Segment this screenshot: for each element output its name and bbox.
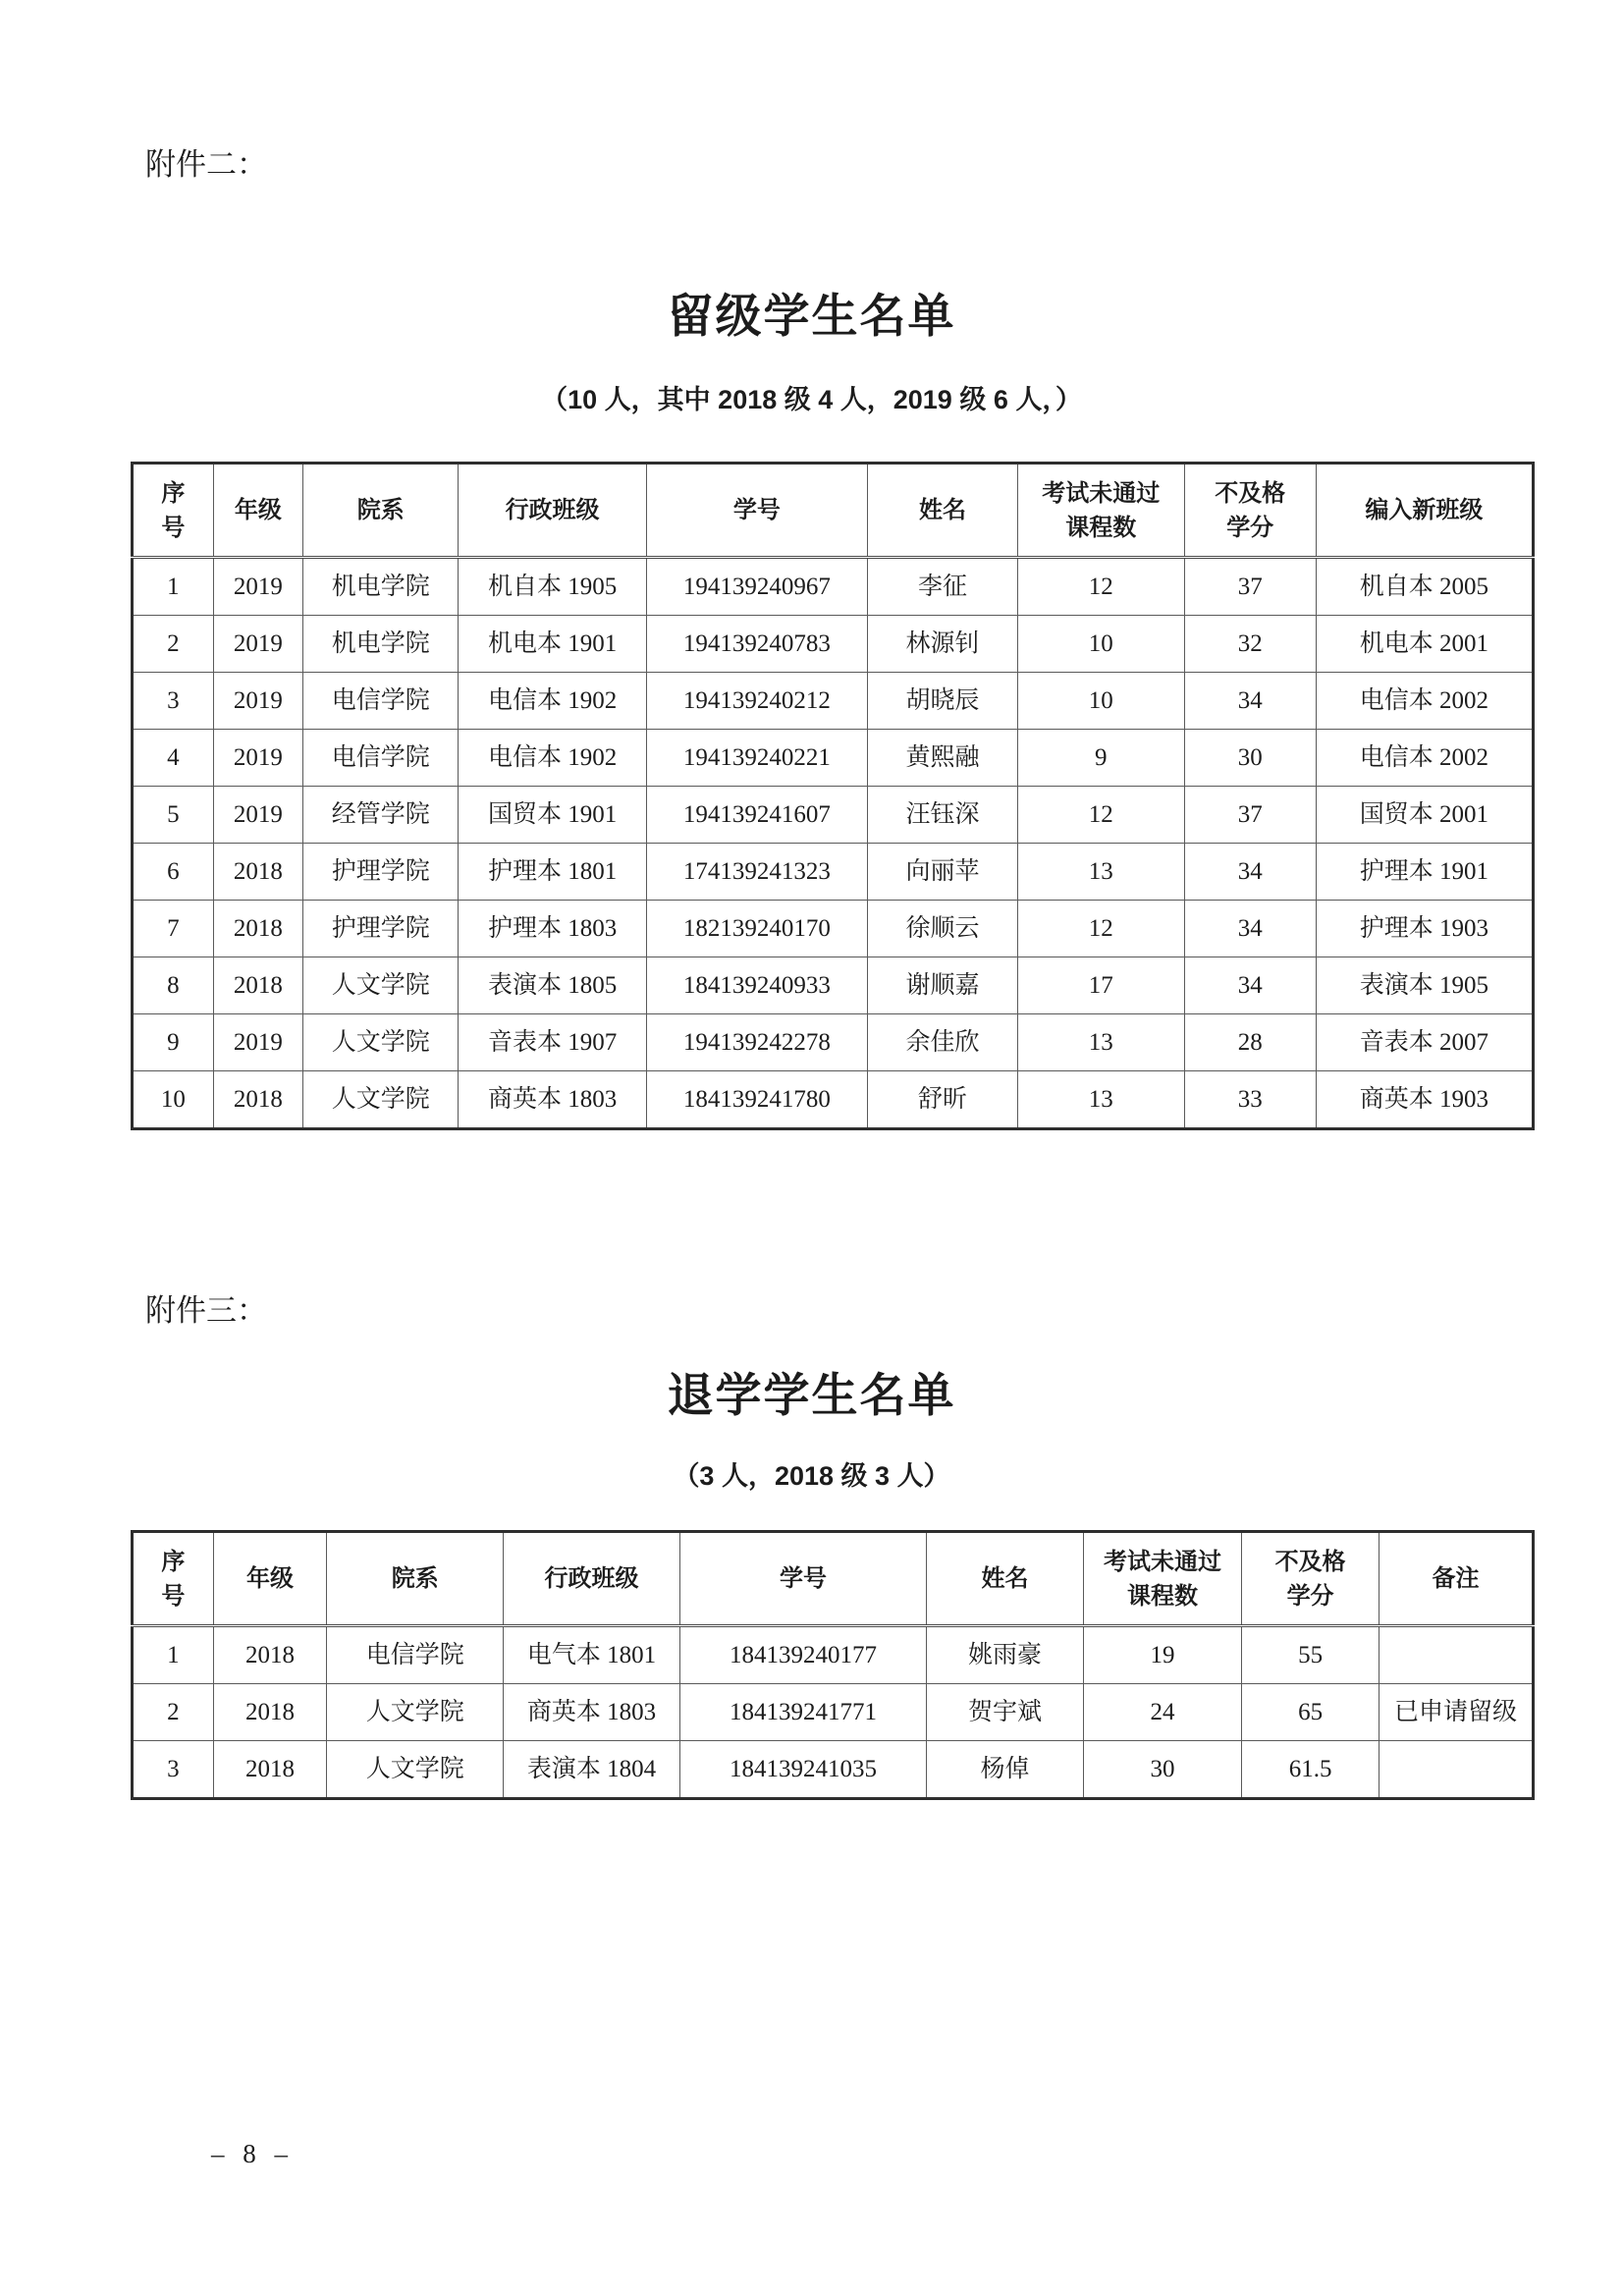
table-cell: 2 bbox=[133, 616, 214, 673]
table-cell: 音表本 1907 bbox=[459, 1014, 646, 1071]
column-header: 备注 bbox=[1379, 1532, 1533, 1626]
table-cell: 28 bbox=[1184, 1014, 1316, 1071]
table-cell: 徐顺云 bbox=[868, 901, 1018, 957]
table-cell: 电信本 1902 bbox=[459, 673, 646, 730]
table-cell: 电信本 2002 bbox=[1316, 730, 1533, 787]
table-cell: 人文学院 bbox=[327, 1741, 504, 1799]
table-cell: 33 bbox=[1184, 1071, 1316, 1129]
table-cell: 24 bbox=[1083, 1684, 1241, 1741]
page-number: – 8 – bbox=[211, 2139, 294, 2168]
table-cell: 2019 bbox=[213, 673, 302, 730]
table-cell: 已申请留级 bbox=[1379, 1684, 1533, 1741]
column-header: 学号 bbox=[679, 1532, 926, 1626]
table-row bbox=[133, 957, 1534, 1014]
table-cell: 国贸本 2001 bbox=[1316, 787, 1533, 844]
table-cell: 13 bbox=[1017, 844, 1184, 901]
table-cell: 61.5 bbox=[1242, 1741, 1380, 1799]
table-cell: 2018 bbox=[213, 1741, 327, 1799]
table-cell: 护理学院 bbox=[303, 901, 459, 957]
attachment-3-label: 附件三： bbox=[145, 1293, 267, 1328]
table-cell: 表演本 1805 bbox=[459, 957, 646, 1014]
table-row bbox=[133, 787, 1534, 844]
table-cell: 姚雨豪 bbox=[927, 1626, 1084, 1684]
table-cell: 人文学院 bbox=[303, 957, 459, 1014]
column-header: 考试未通过课程数 bbox=[1083, 1532, 1241, 1626]
withdrawn-students-table bbox=[131, 1530, 1535, 1800]
column-header: 考试未通过课程数 bbox=[1017, 464, 1184, 558]
table-cell: 李征 bbox=[868, 558, 1018, 616]
table-cell: 37 bbox=[1184, 787, 1316, 844]
table-cell: 人文学院 bbox=[303, 1014, 459, 1071]
table-cell: 1 bbox=[133, 1626, 214, 1684]
column-header: 年级 bbox=[213, 1532, 327, 1626]
table-cell: 2019 bbox=[213, 787, 302, 844]
table-cell: 电信学院 bbox=[303, 673, 459, 730]
table-cell: 护理本 1803 bbox=[459, 901, 646, 957]
column-header: 编入新班级 bbox=[1316, 464, 1533, 558]
table-cell: 护理本 1801 bbox=[459, 844, 646, 901]
table-cell: 护理本 1903 bbox=[1316, 901, 1533, 957]
table-cell: 电气本 1801 bbox=[504, 1626, 680, 1684]
table-cell: 2018 bbox=[213, 901, 302, 957]
table-cell: 174139241323 bbox=[646, 844, 867, 901]
table-cell: 护理本 1901 bbox=[1316, 844, 1533, 901]
withdrawn-students-subtitle: （3 人，2018 级 3 人） bbox=[673, 1461, 950, 1491]
column-header: 不及格学分 bbox=[1242, 1532, 1380, 1626]
table-cell: 音表本 2007 bbox=[1316, 1014, 1533, 1071]
table-cell: 经管学院 bbox=[303, 787, 459, 844]
table-cell: 机自本 2005 bbox=[1316, 558, 1533, 616]
table-cell: 机自本 1905 bbox=[459, 558, 646, 616]
table-cell: 184139240177 bbox=[679, 1626, 926, 1684]
table-row bbox=[133, 844, 1534, 901]
table-row bbox=[133, 558, 1534, 616]
table-cell: 2019 bbox=[213, 616, 302, 673]
attachment-2-label: 附件二： bbox=[145, 147, 267, 182]
table-cell: 3 bbox=[133, 1741, 214, 1799]
table-cell: 商英本 1803 bbox=[459, 1071, 646, 1129]
table-cell: 2019 bbox=[213, 1014, 302, 1071]
table-cell: 13 bbox=[1017, 1014, 1184, 1071]
table-cell: 商英本 1803 bbox=[504, 1684, 680, 1741]
table-cell: 电信本 1902 bbox=[459, 730, 646, 787]
table-row bbox=[133, 616, 1534, 673]
table-cell: 8 bbox=[133, 957, 214, 1014]
table-cell: 舒昕 bbox=[868, 1071, 1018, 1129]
table-cell: 32 bbox=[1184, 616, 1316, 673]
table-cell: 1 bbox=[133, 558, 214, 616]
table-cell: 182139240170 bbox=[646, 901, 867, 957]
column-header: 姓名 bbox=[868, 464, 1018, 558]
table-cell: 机电学院 bbox=[303, 616, 459, 673]
column-header: 行政班级 bbox=[504, 1532, 680, 1626]
table-cell: 10 bbox=[1017, 673, 1184, 730]
table-cell: 胡晓辰 bbox=[868, 673, 1018, 730]
table-cell: 2018 bbox=[213, 844, 302, 901]
table-cell: 194139240783 bbox=[646, 616, 867, 673]
table-cell: 37 bbox=[1184, 558, 1316, 616]
table-cell: 余佳欣 bbox=[868, 1014, 1018, 1071]
table-cell: 2018 bbox=[213, 1071, 302, 1129]
column-header: 序号 bbox=[133, 464, 214, 558]
table-cell: 商英本 1903 bbox=[1316, 1071, 1533, 1129]
table-cell: 34 bbox=[1184, 844, 1316, 901]
table-cell: 5 bbox=[133, 787, 214, 844]
table-cell: 6 bbox=[133, 844, 214, 901]
table-cell: 12 bbox=[1017, 901, 1184, 957]
column-header: 年级 bbox=[213, 464, 302, 558]
column-header: 姓名 bbox=[927, 1532, 1084, 1626]
table-cell: 9 bbox=[1017, 730, 1184, 787]
column-header: 学号 bbox=[646, 464, 867, 558]
table-row bbox=[133, 901, 1534, 957]
table-cell: 护理学院 bbox=[303, 844, 459, 901]
table-cell: 国贸本 1901 bbox=[459, 787, 646, 844]
table-cell: 2018 bbox=[213, 1684, 327, 1741]
table-cell: 人文学院 bbox=[303, 1071, 459, 1129]
table-row bbox=[133, 1626, 1534, 1684]
table-cell: 13 bbox=[1017, 1071, 1184, 1129]
table-cell: 10 bbox=[133, 1071, 214, 1129]
table-cell: 电信学院 bbox=[303, 730, 459, 787]
table-cell: 17 bbox=[1017, 957, 1184, 1014]
table-cell: 表演本 1804 bbox=[504, 1741, 680, 1799]
table-cell: 34 bbox=[1184, 901, 1316, 957]
table-cell: 表演本 1905 bbox=[1316, 957, 1533, 1014]
table-cell: 2019 bbox=[213, 558, 302, 616]
table-cell bbox=[1379, 1626, 1533, 1684]
table-cell bbox=[1379, 1741, 1533, 1799]
retained-students-table bbox=[131, 462, 1535, 1130]
table-cell: 194139242278 bbox=[646, 1014, 867, 1071]
column-header: 不及格学分 bbox=[1184, 464, 1316, 558]
retained-students-title: 留级学生名单 bbox=[667, 292, 956, 343]
column-header: 院系 bbox=[327, 1532, 504, 1626]
table-cell: 9 bbox=[133, 1014, 214, 1071]
table-cell: 19 bbox=[1083, 1626, 1241, 1684]
table-cell: 2 bbox=[133, 1684, 214, 1741]
table-cell: 电信本 2002 bbox=[1316, 673, 1533, 730]
retained-students-subtitle: （10 人，其中 2018 级 4 人，2019 级 6 人，） bbox=[541, 385, 1082, 414]
table-cell: 184139241780 bbox=[646, 1071, 867, 1129]
table-cell: 机电本 2001 bbox=[1316, 616, 1533, 673]
column-header: 序号 bbox=[133, 1532, 214, 1626]
table-cell: 人文学院 bbox=[327, 1684, 504, 1741]
table-cell: 65 bbox=[1242, 1684, 1380, 1741]
table-cell: 向丽苹 bbox=[868, 844, 1018, 901]
withdrawn-students-title: 退学学生名单 bbox=[667, 1371, 956, 1422]
table-cell: 30 bbox=[1083, 1741, 1241, 1799]
table-row bbox=[133, 730, 1534, 787]
table-cell: 3 bbox=[133, 673, 214, 730]
table-cell: 7 bbox=[133, 901, 214, 957]
table-cell: 贺宇斌 bbox=[927, 1684, 1084, 1741]
table-cell: 谢顺嘉 bbox=[868, 957, 1018, 1014]
table-cell: 30 bbox=[1184, 730, 1316, 787]
table-row bbox=[133, 1741, 1534, 1799]
column-header: 行政班级 bbox=[459, 464, 646, 558]
table-cell: 194139240967 bbox=[646, 558, 867, 616]
column-header: 院系 bbox=[303, 464, 459, 558]
table-row bbox=[133, 673, 1534, 730]
table-cell: 55 bbox=[1242, 1626, 1380, 1684]
table-cell: 杨倬 bbox=[927, 1741, 1084, 1799]
table-cell: 34 bbox=[1184, 957, 1316, 1014]
table-cell: 194139240212 bbox=[646, 673, 867, 730]
table-cell: 194139240221 bbox=[646, 730, 867, 787]
table-header-row bbox=[133, 464, 1534, 558]
table-cell: 4 bbox=[133, 730, 214, 787]
table-cell: 184139241035 bbox=[679, 1741, 926, 1799]
table-cell: 黄熙融 bbox=[868, 730, 1018, 787]
table-cell: 林源钊 bbox=[868, 616, 1018, 673]
table-cell: 机电学院 bbox=[303, 558, 459, 616]
table-cell: 184139240933 bbox=[646, 957, 867, 1014]
table-cell: 10 bbox=[1017, 616, 1184, 673]
table-cell: 机电本 1901 bbox=[459, 616, 646, 673]
table-cell: 2019 bbox=[213, 730, 302, 787]
table-cell: 194139241607 bbox=[646, 787, 867, 844]
table-cell: 34 bbox=[1184, 673, 1316, 730]
table-row bbox=[133, 1014, 1534, 1071]
table-header-row bbox=[133, 1532, 1534, 1626]
table-cell: 2018 bbox=[213, 957, 302, 1014]
table-cell: 2018 bbox=[213, 1626, 327, 1684]
table-row bbox=[133, 1071, 1534, 1129]
table-cell: 汪钰深 bbox=[868, 787, 1018, 844]
table-row bbox=[133, 1684, 1534, 1741]
table-cell: 184139241771 bbox=[679, 1684, 926, 1741]
table-cell: 电信学院 bbox=[327, 1626, 504, 1684]
table-cell: 12 bbox=[1017, 787, 1184, 844]
table-cell: 12 bbox=[1017, 558, 1184, 616]
